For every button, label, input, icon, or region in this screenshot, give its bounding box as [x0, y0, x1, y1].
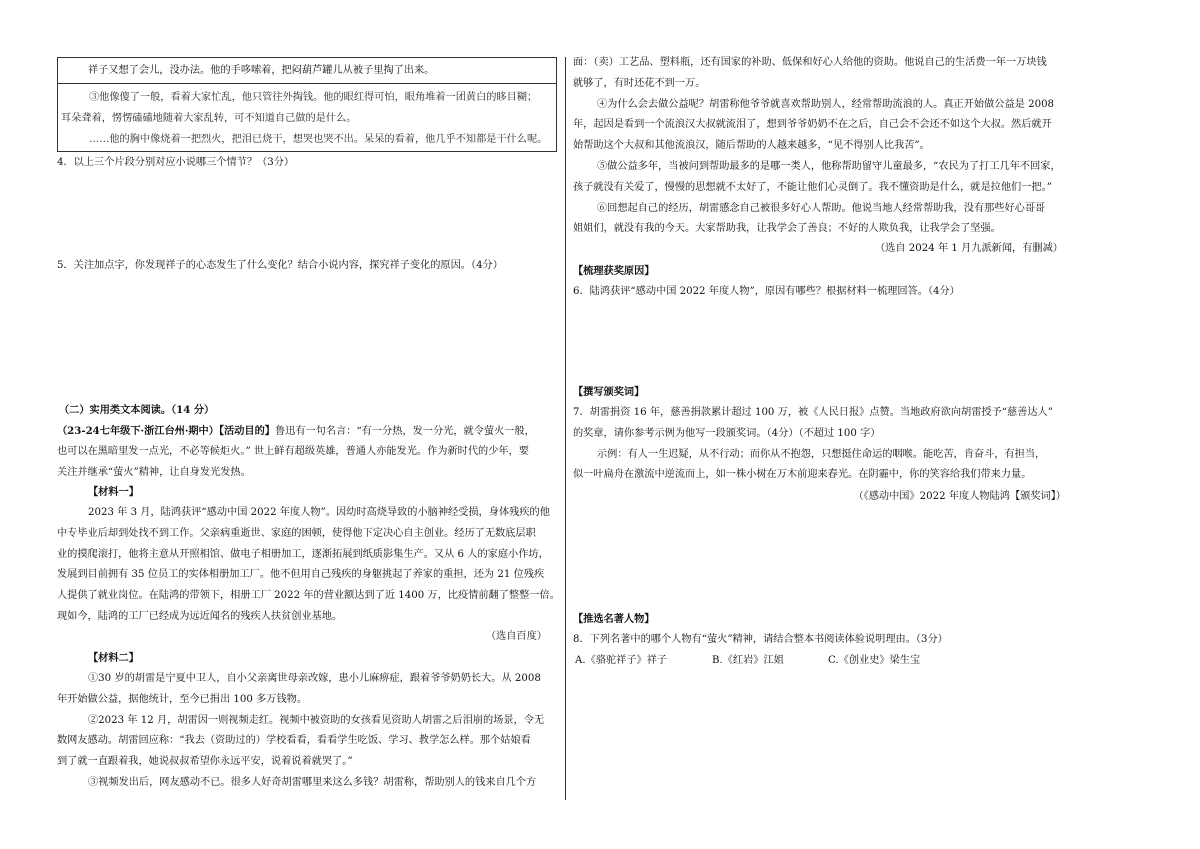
- question-8-options: [573, 651, 1078, 672]
- task-6-label: 【梳理获奖原因】: [573, 265, 655, 277]
- paragraph-line: 年，起因是看到一个流浪汉大叔就流泪了，想到爷爷奶奶不在之后，自己会不会还不如这个大叔。然后就开: [573, 119, 1052, 131]
- paragraph-line: ③视频发出后，网友感动不已。很多人好奇胡雷哪里来这么多钱？胡雷称，帮助别人的钱来自几个方: [88, 776, 537, 788]
- material-2-label: 【材料二】: [88, 652, 139, 664]
- activity-intro: [57, 421, 561, 483]
- question-5: 5．关注加点字，你发现祥子的心态发生了什么变化？结合小说内容，探究祥子变化的原因。（4分）: [57, 260, 503, 271]
- paragraph-line: 年开始做公益，据他统计，至今已捐出 100 多万钱物。: [57, 693, 308, 705]
- material-2-body: [57, 669, 561, 794]
- intro-source-tag: （23-24七年级下·浙江台州·期中）【活动目的】: [57, 425, 275, 437]
- excerpt-line: ……他的胸中像烧着一把烈火，把泪已烧干，想哭也哭不出。呆呆的看着，他几乎不知都是干什么呢。: [89, 134, 548, 145]
- example-line: 似一叶扁舟在激流中逆流而上，如一株小树在万木前迎来春光。在阴霾中，你的笑容给我们带来力量。: [573, 469, 1032, 481]
- example-line: 示例：有人一生迟疑，从不行动；而你从不抱怨，只想挺住命运的咽喉。能吃苦，肯奋斗，有担当，: [597, 448, 1046, 460]
- question-4: 4．以上三个片段分别对应小说哪三个情节？（3分）: [57, 157, 295, 168]
- paragraph-line: 2023 年 3 月，陆鸿获评“感动中国 2022 年度人物”。因幼时高烧导致的小脑神经受损，身体残疾的他: [88, 507, 550, 518]
- example-source: （《感动中国》2022 年度人物陆鸿【颁奖词】）: [853, 491, 1066, 502]
- task-7-label: 【撰写颁奖词】: [573, 386, 645, 398]
- paragraph-line: 到了就一直跟着我，她说叔叔希望你永远平安，说着说着就哭了。”: [57, 756, 353, 768]
- option-a: A.《骆驼祥子》祥子: [575, 655, 668, 666]
- excerpt-line: ③他像傻了一般，看着大家忙乱，他只管往外掏钱。他的眼红得可怕，眼角堆着一团黄白的眵目糊；: [89, 92, 538, 103]
- paragraph-line: 业的摸爬滚打，他将主意从开照相馆、做电子相册加工，逐渐拓展到纸质影集生产。又从 6 人的家庭小作坊，: [57, 548, 549, 560]
- paragraph-line: 中专毕业后却到处找不到工作。父亲病重逝世、家庭的困顿，使得他下定决心自主创业。经历了无数底层职: [57, 527, 536, 539]
- option-b: B.《红岩》江姐: [712, 655, 784, 666]
- paragraph-line: 发展到目前拥有 35 位员工的实体相册加工厂。他不但用自己残疾的身躯挑起了养家的重担，还为 21 位残疾: [57, 569, 545, 581]
- material-2-source: （选自 2024 年 1 月九派新闻，有删减）: [875, 243, 1063, 254]
- paragraph-line: 面：（卖）工艺品、塑料瓶，还有国家的补助、低保和好心人给他的资助。他说自己的生活费一年一万块钱: [573, 57, 1047, 68]
- intro-line: 也可以在黑暗里发一点光，不必等候炬火。” 世上鲜有超级英雄，普通人亦能发光。作为新时代的少年，要: [57, 445, 529, 457]
- question-line: 的奖章，请你参考示例为他写一段颁奖词。（4分）（不超过 100 字）: [573, 427, 881, 439]
- paragraph-line: ①30 岁的胡雷是宁夏中卫人，自小父亲离世母亲改嫁，患小儿麻痹症，跟着爷爷奶奶长大。从 2008: [88, 673, 541, 684]
- paragraph-line: 始帮助这个大叔和其他流浪汉，随后帮助的人越来越多，“见不得别人比我苦”。: [573, 140, 930, 152]
- intro-line: 关注并继承“萤火”精神，让自身发光发热。: [57, 466, 251, 478]
- paragraph-line: 姐姐们，就没有我的今天。大家帮助我，让我学会了善良；不好的人欺负我，让我学会了坚强。: [573, 223, 1001, 235]
- excerpt-lead-line: 祥子又想了会儿，没办法。他的手哆嗦着，把闷葫芦罐儿从被子里掏了出来。: [58, 58, 556, 84]
- material-1-label: 【材料一】: [88, 486, 139, 498]
- question-6: 6．陆鸿获评“感动中国 2022 年度人物”，原因有哪些？根据材料一梳理回答。（4分）: [573, 286, 960, 297]
- question-line: 7．胡雷捐资 16 年，慈善捐款累计超过 100 万，被《人民日报》点赞。当地政府欲向胡雷授予“慈善达人”: [573, 407, 1053, 418]
- excerpt-line: 耳朵聋着，愣愣磕磕地随着大家乱转，可不知道自己做的是什么。: [61, 113, 357, 124]
- paragraph-line: ⑥回想起自己的经历，胡雷感念自己被很多好心人帮助。他说当地人经常帮助我，没有那些好心哥哥: [597, 202, 1046, 214]
- paragraph-line: 人提供了就业岗位。在陆鸿的带领下，相册工厂 2022 年的营业额达到了近 1400 万，比疫情前翻了整整一倍。: [57, 590, 560, 602]
- paragraph-line: 数网友感动。胡雷回应称：“我去（资助过的）学校看看，看看学生吃饭、学习、教学怎么样。那个姑娘看: [57, 735, 531, 747]
- paragraph-line: 孩子就没有关爱了，慢慢的思想就不太好了，不能让他们心灵倒了。我不懂资助是什么，就是拉他们一把。”: [573, 181, 1052, 193]
- paragraph-line: ④为什么会去做公益呢？胡雷称他爷爷就喜欢帮助别人，经常帮助流浪的人。真正开始做公益是 2008: [597, 98, 1055, 110]
- excerpt-body: [58, 84, 556, 151]
- question-7: [573, 403, 1078, 486]
- material-1-source: （选自百度）: [485, 631, 547, 642]
- option-c: C.《创业史》梁生宝: [828, 655, 921, 666]
- question-8: 8．下列名著中的哪个人物有“萤火”精神，请结合整本书阅读体验说明理由。（3分）: [573, 634, 948, 645]
- material-2-continued: [573, 53, 1078, 240]
- paragraph-line: ②2023 年 12 月，胡雷因一则视频走红。视频中被资助的女孩看见资助人胡雷之后泪崩的场景，令无: [88, 714, 545, 726]
- paragraph-line: ⑤做公益多年，当被问到帮助最多的是哪一类人，他称帮助留守儿童最多，“农民为了打工几年不回家，: [597, 160, 1061, 172]
- material-1-body: [57, 503, 561, 628]
- paragraph-line: 现如今，陆鸿的工厂已经成为远近闻名的残疾人扶贫创业基地。: [57, 610, 343, 622]
- intro-text: 鲁迅有一句名言：“有一分热，发一分光，就令萤火一般，: [274, 426, 535, 437]
- section-title: （二）实用类文本阅读。（14 分）: [59, 404, 215, 416]
- paragraph-line: 就够了，有时还花不到一万。: [573, 77, 706, 89]
- column-divider: [565, 57, 566, 800]
- task-8-label: 【推选名著人物】: [573, 613, 655, 625]
- intro-line: [57, 421, 561, 442]
- novel-excerpt-box: [57, 57, 557, 152]
